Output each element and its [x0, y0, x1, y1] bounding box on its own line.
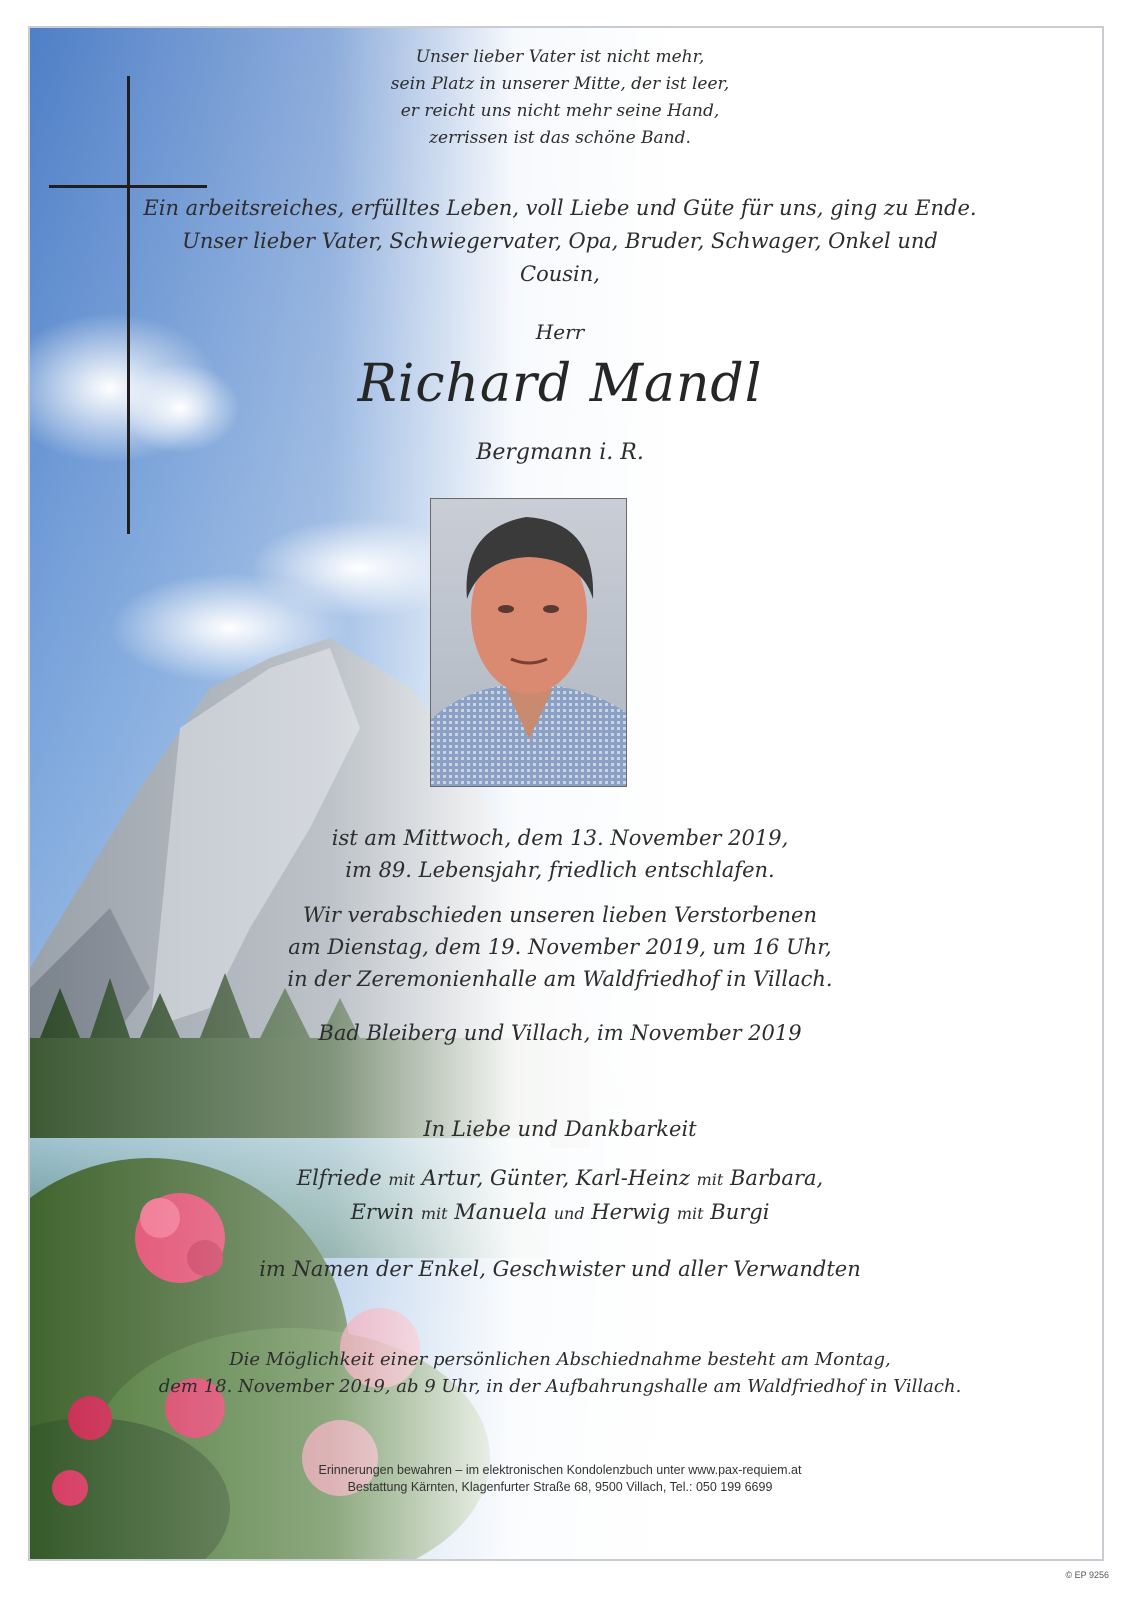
funeral-notice	[140, 899, 980, 995]
poem	[140, 44, 980, 152]
footer	[140, 1462, 980, 1496]
viewing-line: Die Möglichkeit einer persönlichen Abschiednahme besteht am Montag,	[229, 1349, 891, 1370]
deceased-name: Richard Mandl	[357, 354, 763, 414]
poem-line: zerrissen ist das schöne Band.	[429, 128, 691, 148]
salutation: Herr	[535, 320, 585, 344]
viewing-notice	[140, 1346, 980, 1400]
cross-horizontal-bar	[49, 185, 207, 188]
family-connector: und	[553, 1204, 585, 1223]
place-date: Bad Bleiberg und Villach, im November 2019	[318, 1021, 802, 1045]
family-connector: mit	[420, 1204, 448, 1223]
relatives-line: im Namen der Enkel, Geschwister und aller Verwandten	[259, 1257, 861, 1281]
viewing-line: dem 18. November 2019, ab 9 Uhr, in der Aufbahrungshalle am Waldfriedhof in Villach.	[158, 1376, 962, 1397]
poem-line: Unser lieber Vater ist nicht mehr,	[415, 47, 705, 67]
document-code: © EP 9256	[1065, 1570, 1109, 1580]
footer-line: Erinnerungen bewahren – im elektronischen Kondolenzbuch unter www.pax-requiem.at	[318, 1463, 802, 1477]
family-connector: mit	[676, 1204, 704, 1223]
family-line	[140, 1162, 980, 1196]
family-name: Manuela	[454, 1200, 548, 1224]
intro-line: Ein arbeitsreiches, erfülltes Leben, voll Liebe und Güte für uns, ging zu Ende.	[143, 196, 977, 220]
funeral-line: Wir verabschieden unseren lieben Verstorbenen	[302, 903, 818, 927]
funeral-line: in der Zeremonienhalle am Waldfriedhof in Villach.	[287, 967, 833, 991]
family-name: Herwig	[591, 1200, 671, 1224]
family-connector: mit	[696, 1170, 724, 1189]
footer-line: Bestattung Kärnten, Klagenfurter Straße 68, 9500 Villach, Tel.: 050 199 6699	[347, 1480, 773, 1494]
intro-text	[140, 192, 980, 291]
intro-line: Unser lieber Vater, Schwiegervater, Opa, Bruder, Schwager, Onkel und Cousin,	[182, 229, 938, 286]
portrait-photo	[430, 498, 627, 787]
occupation: Bergmann i. R.	[476, 440, 644, 465]
cross-vertical-bar	[127, 76, 130, 534]
thanks-line: In Liebe und Dankbarkeit	[423, 1117, 697, 1141]
poem-line: sein Platz in unserer Mitte, der ist leer,	[390, 74, 730, 94]
family-names	[140, 1162, 980, 1230]
family-line	[140, 1196, 980, 1230]
funeral-line: am Dienstag, dem 19. November 2019, um 16 Uhr,	[288, 935, 832, 959]
poem-line: er reicht uns nicht mehr seine Hand,	[400, 101, 720, 121]
death-notice	[140, 822, 980, 886]
family-name: Burgi	[710, 1200, 770, 1224]
death-line: ist am Mittwoch, dem 13. November 2019,	[331, 826, 789, 850]
family-name: Erwin	[350, 1200, 415, 1224]
death-line: im 89. Lebensjahr, friedlich entschlafen.	[345, 858, 775, 882]
family-name: Elfriede	[296, 1166, 382, 1190]
family-name: Artur, Günter, Karl-Heinz	[421, 1166, 690, 1190]
family-name: Barbara,	[730, 1166, 824, 1190]
family-connector: mit	[388, 1170, 416, 1189]
